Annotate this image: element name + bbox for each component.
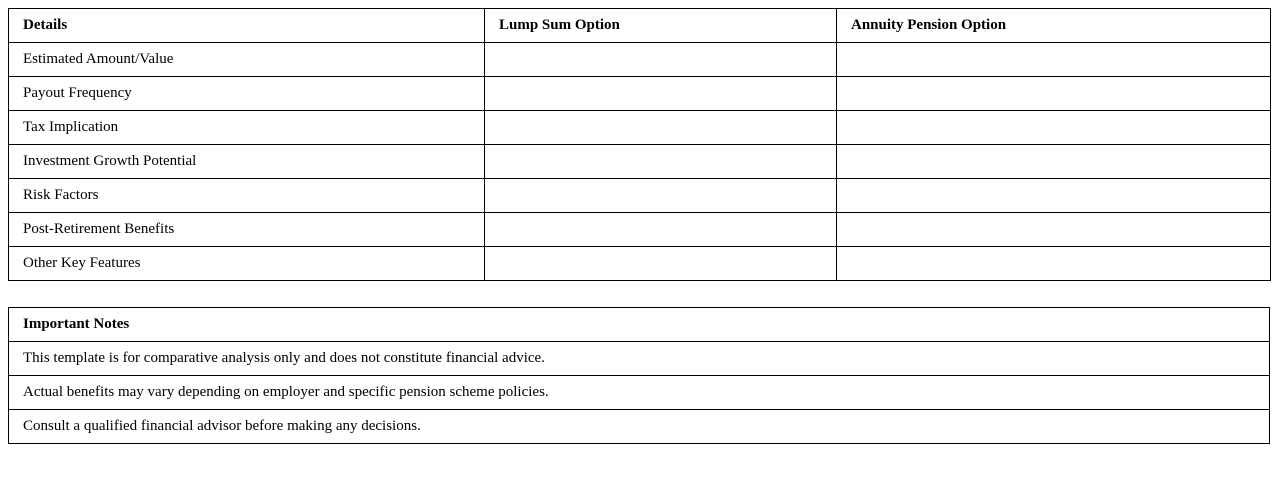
notes-header: Important Notes — [9, 308, 1270, 342]
annuity-cell — [837, 43, 1271, 77]
lump-sum-cell — [485, 213, 837, 247]
important-notes-table — [8, 307, 1270, 444]
annuity-cell — [837, 247, 1271, 281]
lump-sum-cell — [485, 111, 837, 145]
notes-header-row — [9, 308, 1270, 342]
column-header-annuity: Annuity Pension Option — [837, 9, 1271, 43]
table-row — [9, 213, 1271, 247]
lump-sum-cell — [485, 247, 837, 281]
note-row — [9, 342, 1270, 376]
table-row — [9, 179, 1271, 213]
detail-cell: Estimated Amount/Value — [9, 43, 485, 77]
annuity-cell — [837, 111, 1271, 145]
lump-sum-cell — [485, 145, 837, 179]
lump-sum-cell — [485, 77, 837, 111]
column-header-lump-sum: Lump Sum Option — [485, 9, 837, 43]
note-row — [9, 376, 1270, 410]
note-row — [9, 410, 1270, 444]
annuity-cell — [837, 179, 1271, 213]
detail-cell: Investment Growth Potential — [9, 145, 485, 179]
table-row — [9, 145, 1271, 179]
detail-cell: Tax Implication — [9, 111, 485, 145]
table-row — [9, 43, 1271, 77]
detail-cell: Risk Factors — [9, 179, 485, 213]
table-row — [9, 247, 1271, 281]
detail-cell: Post-Retirement Benefits — [9, 213, 485, 247]
table-header-row — [9, 9, 1271, 43]
column-header-details: Details — [9, 9, 485, 43]
lump-sum-cell — [485, 43, 837, 77]
note-item: This template is for comparative analysis only and does not constitute financial advice. — [9, 342, 1270, 376]
annuity-cell — [837, 145, 1271, 179]
comparison-table — [8, 8, 1271, 281]
detail-cell: Payout Frequency — [9, 77, 485, 111]
lump-sum-cell — [485, 179, 837, 213]
table-row — [9, 111, 1271, 145]
note-item: Actual benefits may vary depending on employer and specific pension scheme policies. — [9, 376, 1270, 410]
note-item: Consult a qualified financial advisor before making any decisions. — [9, 410, 1270, 444]
table-row — [9, 77, 1271, 111]
detail-cell: Other Key Features — [9, 247, 485, 281]
annuity-cell — [837, 77, 1271, 111]
annuity-cell — [837, 213, 1271, 247]
